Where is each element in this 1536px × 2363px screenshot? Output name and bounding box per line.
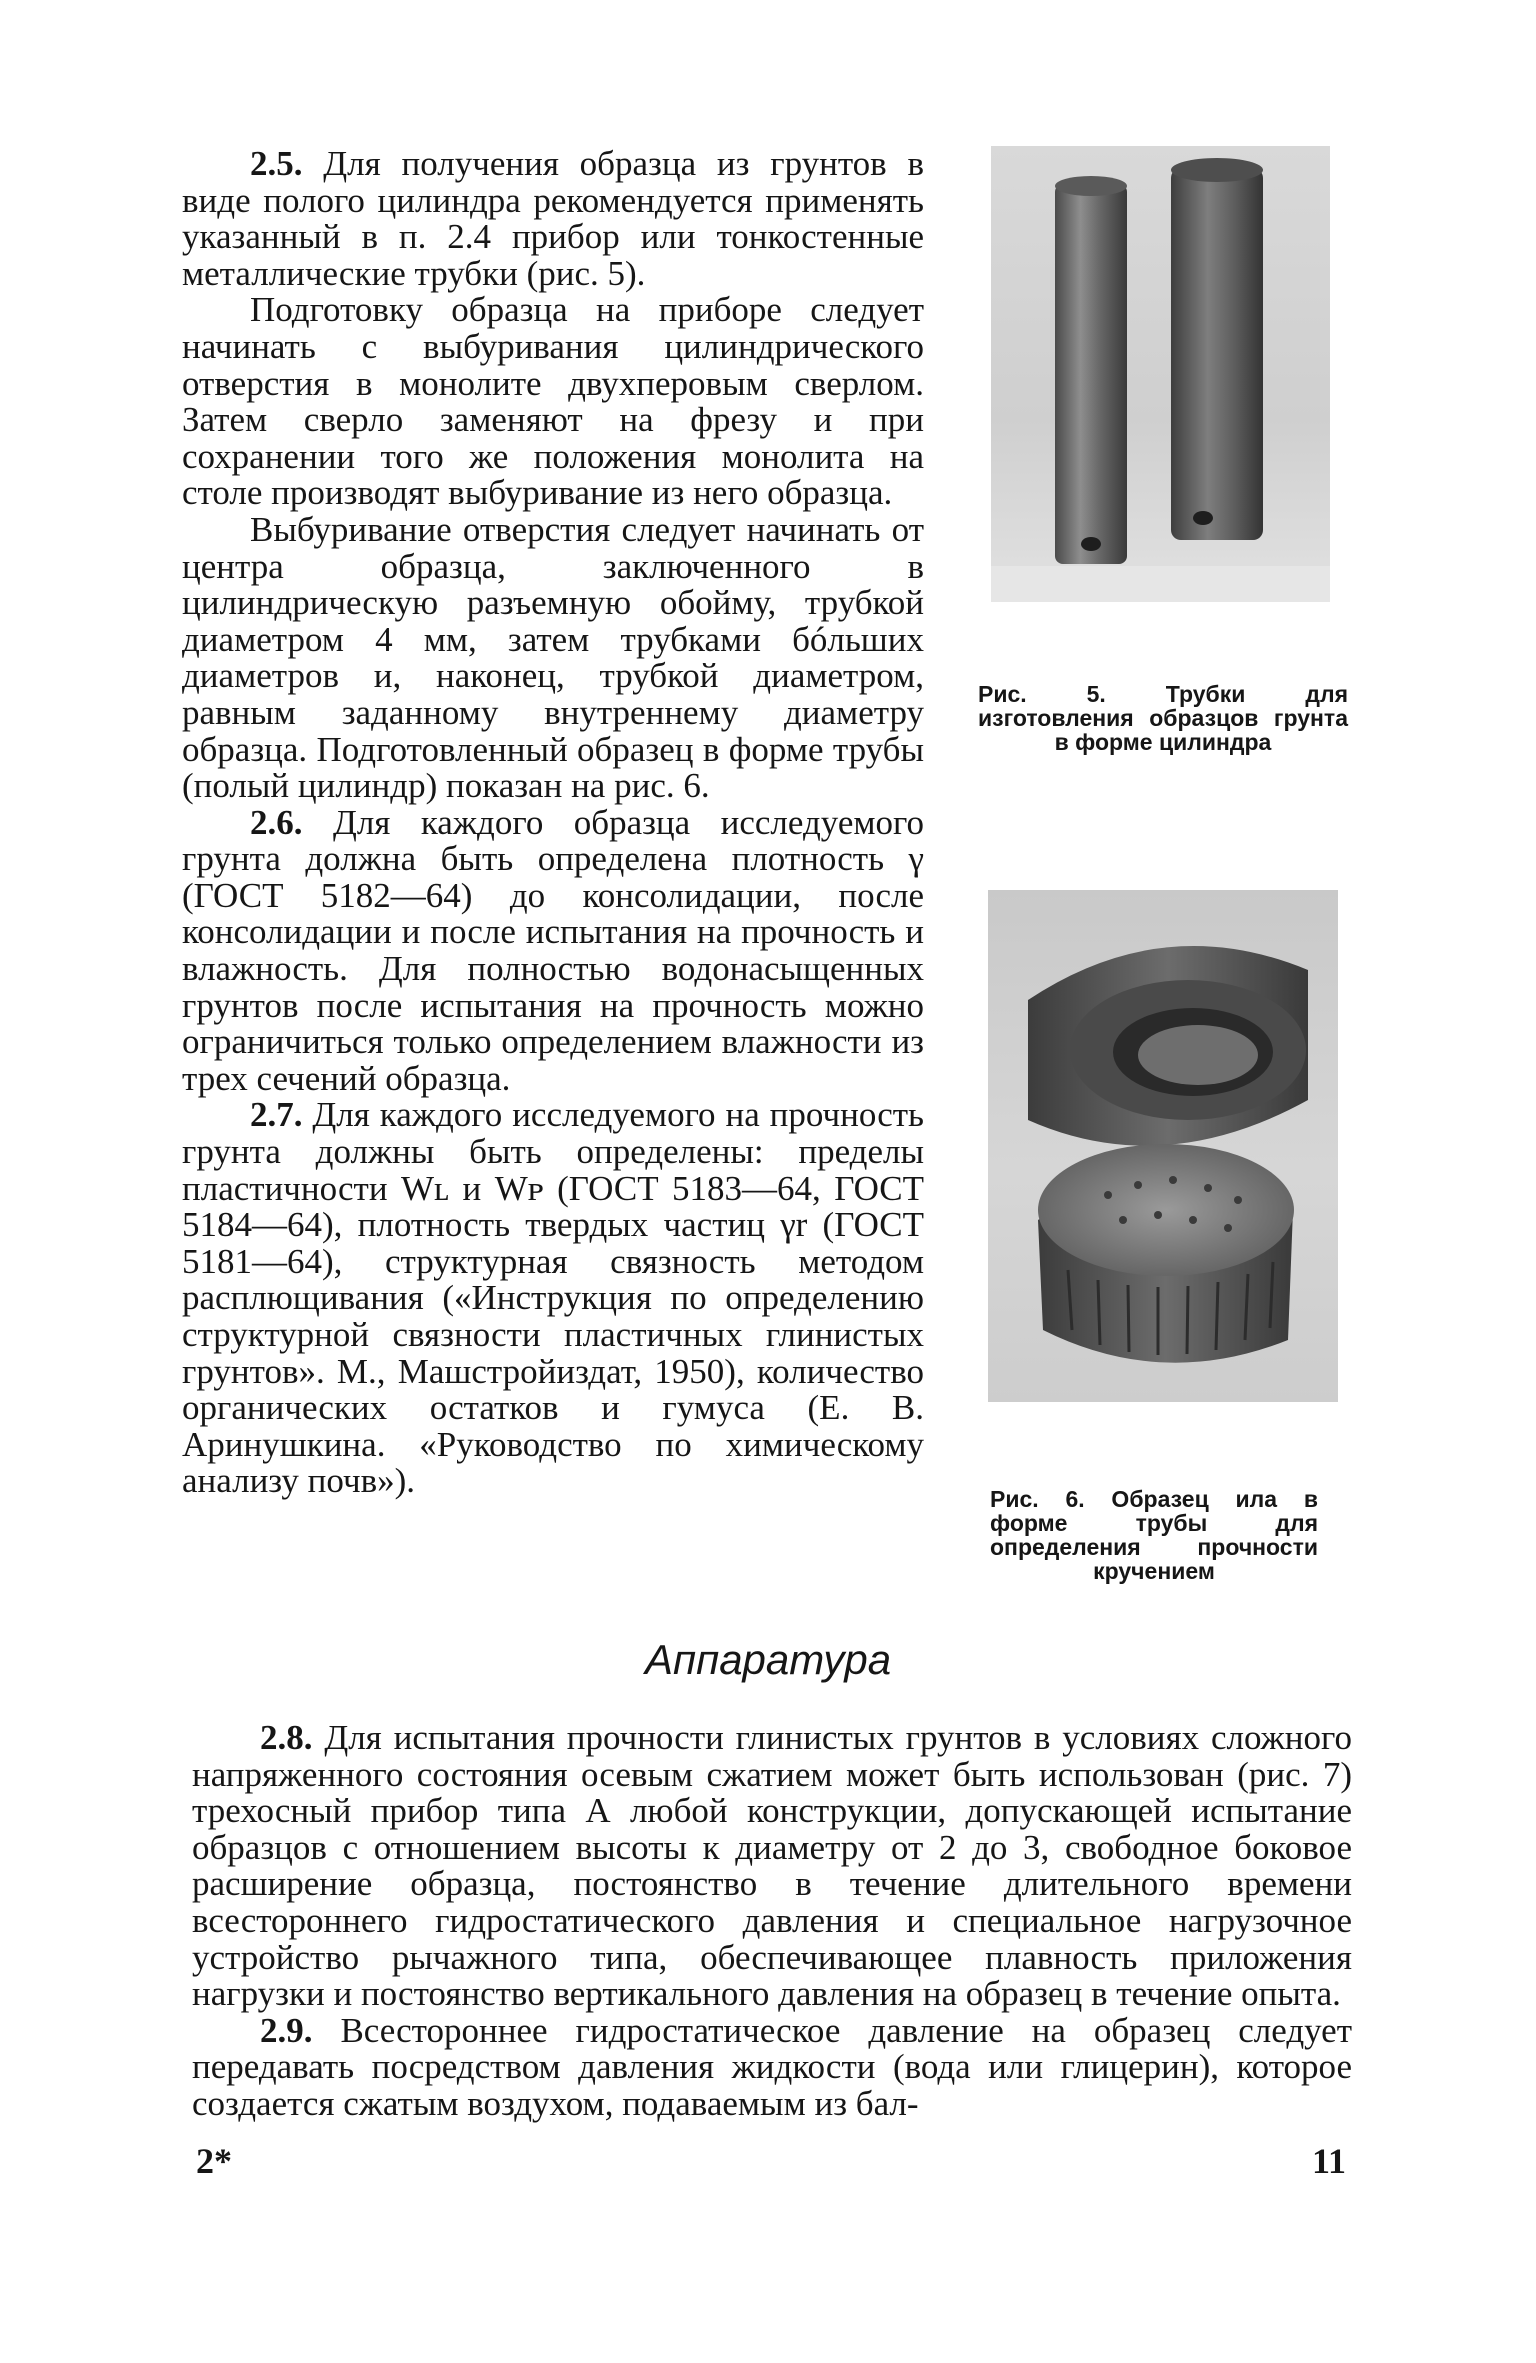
paragraph-2-9: 2.9. Всестороннее гидростатическое давление на образец следует передавать посредством давления жидкости (вода или глицерин), которое создается сжатым воздухом, подаваемым из бал-	[192, 2010, 1352, 2123]
figure-6-caption: Рис. 6. Образец ила в форме трубы для определения прочности кручением	[990, 1486, 1318, 1584]
paragraph-preparation: Подготовку образца на приборе следует начинать с выбуривания цилиндрического отверстия в монолите двухперовым сверлом. Затем сверло заменяют на фрезу и при сохранении того же положения монолита на столе производят выбуривание из него образца.	[182, 290, 924, 513]
left-text-column	[182, 146, 924, 1500]
paragraph-2-7: 2.7. Для каждого исследуемого на прочность грунта должны быть определены: пределы пластичности Wʟ и Wᴘ (ГОСТ 5183—64, ГОСТ 5184—64), плотность твердых частиц γr (ГОСТ 5181—64), структурная связность методом расплющивания («Инструкция по определению структурной связности пластичных глинистых грунтов». М., Машстройиздат, 1950), количество органических остатков и гумуса (Е. В. Аринушкина. «Руководство по химическому анализу почв»).	[182, 1095, 924, 1501]
paragraph-2-5: 2.5. Для получения образца из грунтов в виде полого цилиндра рекомендуется применять указанный в п. 2.4 прибор или тонкостенные металлические трубки (рис. 5).	[182, 144, 924, 293]
full-width-text	[192, 1720, 1352, 2123]
figure-6-hollow-cylinder-photo	[988, 890, 1338, 1402]
paragraph-2-6: 2.6. Для каждого образца исследуемого грунта должна быть определена плотность γ (ГОСТ 5182—64) до консолидации, после консолидации и после испытания на прочность и влажность. Для полностью водонасыщенных грунтов после испытания на прочность можно ограничиться только определением влажности из трех сечений образца.	[182, 802, 924, 1098]
section-heading: Аппаратура	[644, 1636, 892, 1683]
page-number: 11	[1312, 2141, 1347, 2181]
figure-5-tubes-photo	[991, 146, 1330, 602]
paragraph-drilling: Выбуривание отверстия следует начинать от центра образца, заключенного в цилиндрическую разъемную обойму, трубкой диаметром 4 мм, затем трубками бóльших диаметров и, наконец, трубкой диаметром, равным заданному внутреннему диаметру образца. Подготовленный образец в форме трубы (полый цилиндр) показан на рис. 6.	[182, 509, 924, 806]
signature-mark: 2*	[196, 2141, 232, 2181]
figure-5-caption: Рис. 5. Трубки для изготовления образцов грунта в форме цилиндра	[978, 681, 1348, 755]
paragraph-2-8: 2.8. Для испытания прочности глинистых грунтов в условиях сложного напряженного состояния осевым сжатием может быть использован (рис. 7) трехосный прибор типа А любой конструкции, допускающей испытание образцов с отношением высоты к диаметру от 2 до 3, свободное боковое расширение образца, постоянство в течение длительного времени всестороннего гидростатического давления и специальное нагрузочное устройство рычажного типа, обеспечивающее плавность приложения нагрузки и постоянство вертикального давления на образец в течение опыта.	[192, 1718, 1352, 2014]
